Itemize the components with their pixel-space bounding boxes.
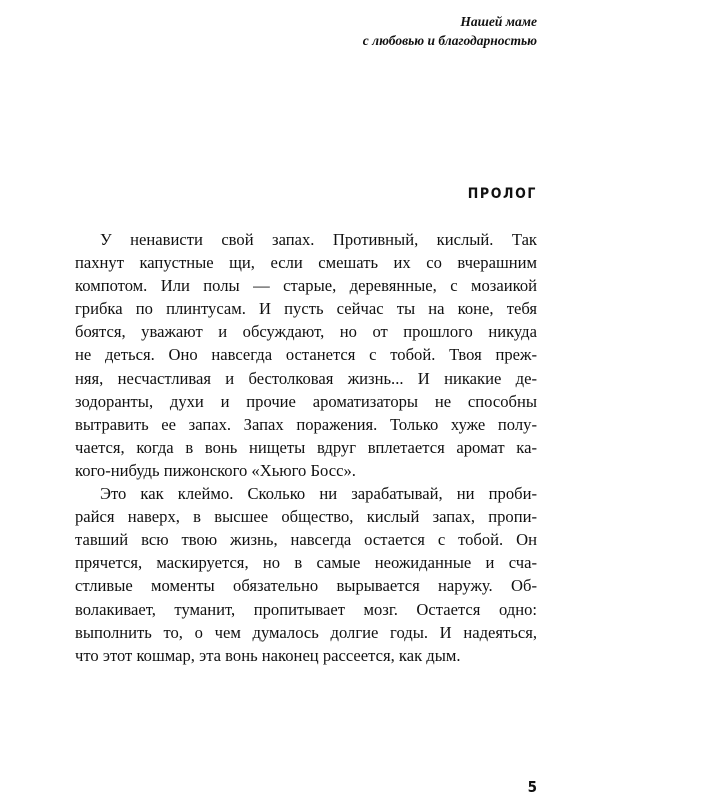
dedication — [363, 12, 537, 50]
text-line: вытравить ее запах. Запах поражения. Только хуже полу- — [75, 414, 537, 434]
text-line: Это как клеймо. Сколько ни зарабатывай, ни проби- — [100, 484, 537, 504]
page-number: 5 — [527, 778, 537, 796]
text-line: прячется, маскируется, но в самые неожиданные и сча- — [75, 553, 537, 573]
text-line: кого-нибудь пижонского «Хьюго Босс». — [75, 460, 356, 480]
dedication-line: с любовью и благодарностью — [362, 33, 537, 48]
paragraph — [75, 482, 537, 667]
text-line: пахнут капустные щи, если смешать их со вчерашним — [75, 253, 537, 273]
text-line: У ненависти свой запах. Противный, кислый. Так — [100, 230, 537, 249]
dedication-line: Нашей маме — [460, 14, 537, 29]
text-line: боятся, уважают и обсуждают, но от прошлого никуда — [75, 322, 537, 342]
text-line: волакивает, туманит, пропитывает мозг. Остается одно: — [75, 599, 537, 619]
text-line: зодоранты, духи и прочие ароматизаторы не способны — [75, 391, 537, 411]
text-line: компотом. Или полы — старые, деревянные, с мозаикой — [75, 276, 537, 296]
chapter-heading: ПРОЛОГ — [467, 186, 537, 202]
text-line: не деться. Оно навсегда останется с тобой. Твоя преж- — [75, 345, 537, 365]
chapter-body — [75, 228, 537, 667]
paragraph — [75, 228, 537, 482]
text-line: выполнить то, о чем думалось долгие годы. И надеяться, — [75, 622, 537, 642]
text-line: стливые моменты обязательно вырывается наружу. Об- — [75, 576, 537, 596]
text-line: что этот кошмар, эта вонь наконец рассеется, как дым. — [75, 645, 461, 665]
text-line: райся наверх, в высшее общество, кислый запах, пропи- — [75, 507, 537, 527]
text-line: чается, когда в вонь нищеты вдруг вплетается аромат ка- — [75, 437, 537, 457]
text-line: няя, несчастливая и бестолковая жизнь... И никакие де- — [75, 368, 537, 388]
text-line: тавший всю твою жизнь, навсегда остается с тобой. Он — [75, 530, 537, 550]
text-line: грибка по плинтусам. И пусть сейчас ты на коне, тебя — [75, 299, 537, 319]
